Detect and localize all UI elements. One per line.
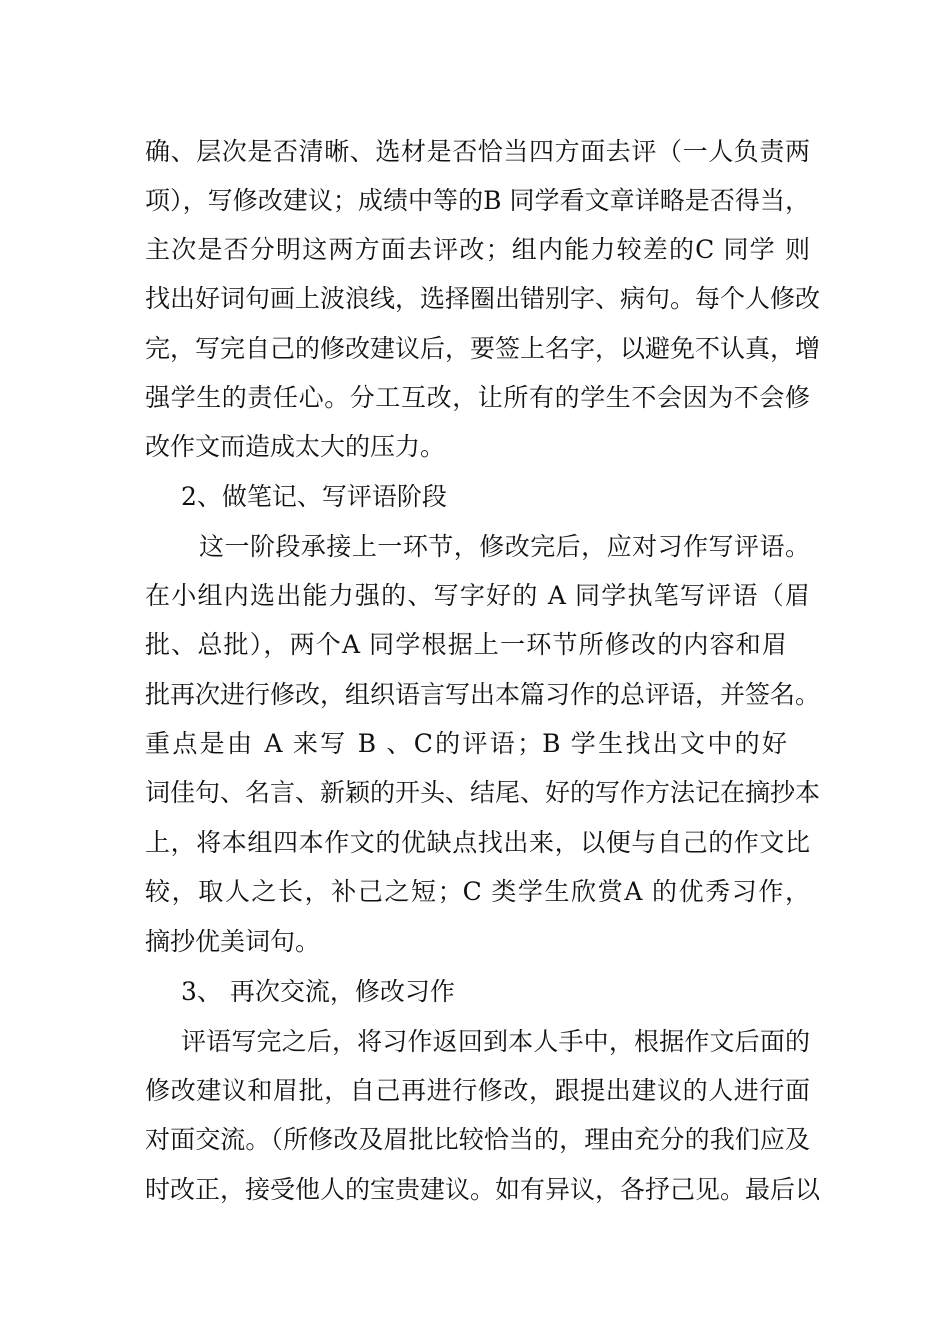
- body-text-line: 批再次进行修改，组织语言写出本篇习作的总评语，并签名。: [145, 680, 821, 709]
- body-text-line: 完，写完自己的修改建议后，要签上名字，以避免不认真，增: [145, 334, 821, 363]
- paragraph-end-line: 改作文而造成太大的压力。: [145, 432, 446, 461]
- body-text-line: 主次是否分明这两方面去评改；组内能力较差的C 同学 则: [145, 235, 810, 264]
- section-heading: 3、 再次交流，修改习作: [181, 977, 455, 1006]
- body-text-line: 在小组内选出能力强的、写字好的 A 同学执笔写评语（眉: [145, 581, 810, 610]
- body-text-line: 较，取人之长，补己之短；C 类学生欣赏A 的优秀习作，: [145, 877, 810, 906]
- body-text-line: 这一阶段承接上一环节，修改完后，应对习作写评语。: [199, 532, 810, 561]
- body-text-line: 时改正，接受他人的宝贵建议。如有异议，各抒己见。最后以: [145, 1175, 821, 1204]
- body-text-line: 找出好词句画上波浪线，选择圈出错别字、病句。每个人修改: [145, 284, 821, 313]
- body-text-line: 评语写完之后，将习作返回到本人手中，根据作文后面的: [181, 1027, 810, 1056]
- paragraph-end-line: 摘抄优美词句。: [145, 927, 321, 956]
- body-text-line: 词佳句、名言、新颖的开头、结尾、好的写作方法记在摘抄本: [145, 778, 821, 807]
- body-text-line: 强学生的责任心。分工互改，让所有的学生不会因为不会修: [145, 383, 810, 412]
- section-heading: 2、做笔记、写评语阶段: [181, 482, 447, 511]
- body-text-line: 修改建议和眉批，自己再进行修改，跟提出建议的人进行面: [145, 1076, 810, 1105]
- body-text-line: 确、层次是否清晰、选材是否恰当四方面去评（一人负责两: [145, 137, 810, 166]
- body-text-line: 对面交流。（所修改及眉批比较恰当的，理由充分的我们应及: [145, 1125, 810, 1154]
- body-text-line: 批、总批），两个A 同学根据上一环节所修改的内容和眉: [145, 630, 787, 659]
- body-text-line: 上，将本组四本作文的优缺点找出来，以便与自己的作文比: [145, 828, 810, 857]
- body-text-line: 重点是由 A 来写 B 、C的评语；B 学生找出文中的好: [145, 729, 787, 758]
- body-text-line: 项），写修改建议；成绩中等的B 同学看文章详略是否得当，: [145, 186, 810, 215]
